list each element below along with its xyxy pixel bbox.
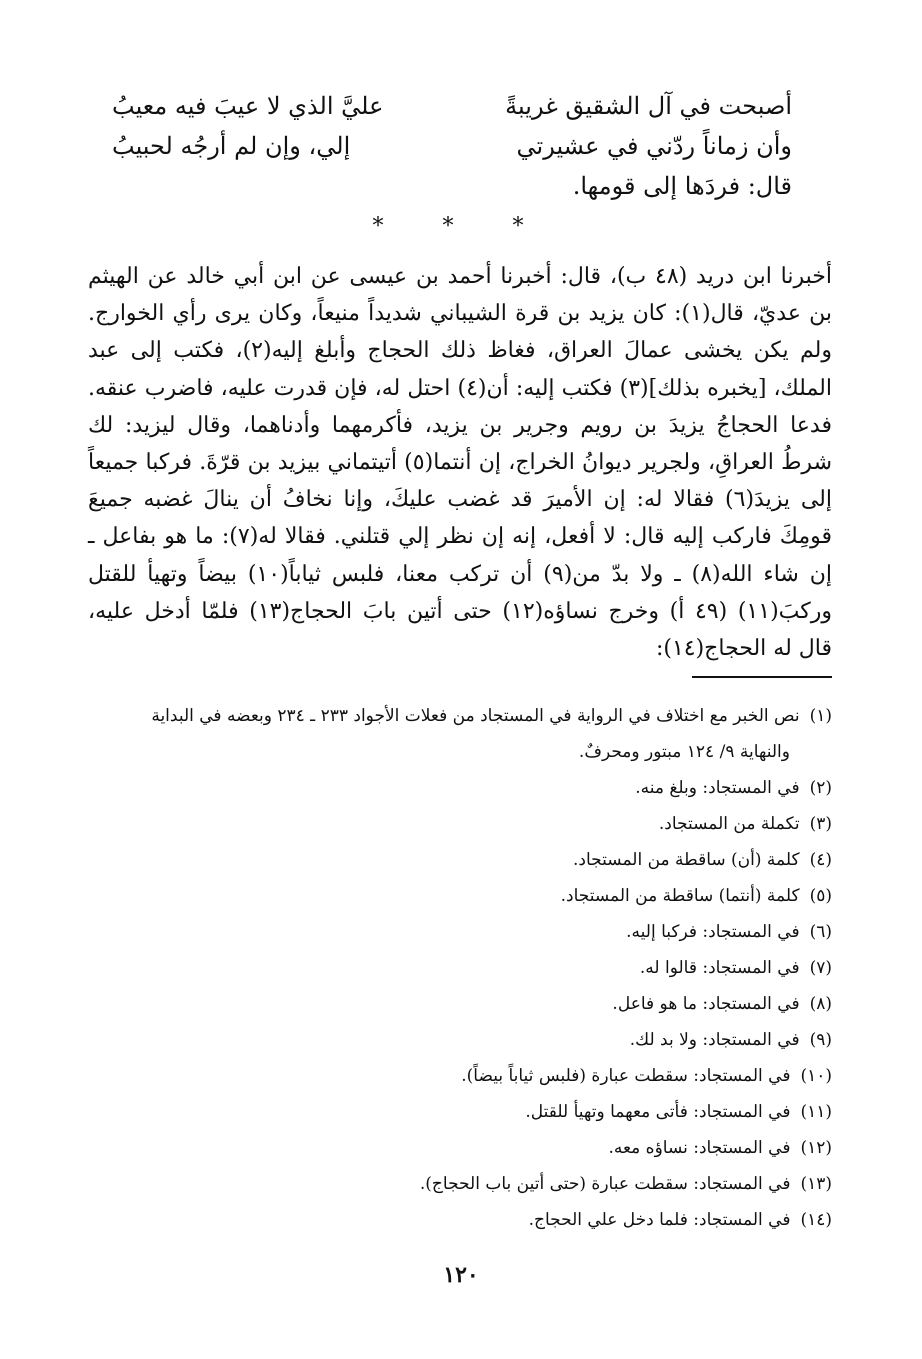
footnote-number: (١٣) bbox=[800, 1174, 832, 1194]
footnote-10 bbox=[88, 1058, 832, 1094]
footnote-2 bbox=[88, 770, 832, 806]
footnote-text: في المستجاد: ما هو فاعل. bbox=[612, 994, 800, 1014]
footnote-text: في المستجاد: وبلغ منه. bbox=[635, 778, 800, 798]
footnote-text: في المستجاد: نساؤه معه. bbox=[608, 1138, 791, 1158]
footnote-number: (٨) bbox=[809, 994, 832, 1014]
footnote-text: في المستجاد: سقطت عبارة (حتى أتين باب الحجاج). bbox=[419, 1174, 791, 1194]
verse-1-first-hemistich: أصبحت في آل الشقيق غريبةً bbox=[505, 92, 792, 120]
footnote-1-continuation: والنهاية ٩/ ١٢٤ مبتور ومحرفٌ. bbox=[578, 742, 790, 762]
verse-1-second-hemistich: عليَّ الذي لا عيبَ فيه معيبُ bbox=[112, 92, 384, 120]
footnote-number: (١٢) bbox=[800, 1138, 832, 1158]
footnote-6 bbox=[88, 914, 832, 950]
footnote-number: (٢) bbox=[809, 778, 832, 798]
main-text bbox=[88, 258, 832, 667]
page-number: ١٢٠ bbox=[443, 1262, 479, 1288]
verse-tail-line: قال: فردَها إلى قومها. bbox=[572, 172, 792, 200]
footnote-number: (١٠) bbox=[800, 1066, 832, 1086]
footnote-text: في المستجاد: فلما دخل علي الحجاج. bbox=[528, 1210, 791, 1230]
footnote-text: في المستجاد: ولا بد لك. bbox=[629, 1030, 800, 1050]
footnote-14 bbox=[88, 1202, 832, 1238]
footnote-number: (٦) bbox=[809, 922, 832, 942]
footnote-number: (٩) bbox=[809, 1030, 832, 1050]
footnote-text: كلمة (أنتما) ساقطة من المستجاد. bbox=[560, 886, 800, 906]
footnote-4 bbox=[88, 842, 832, 878]
footnote-12 bbox=[88, 1130, 832, 1166]
footnote-1 bbox=[88, 698, 832, 734]
footnote-text: في المستجاد: قالوا له. bbox=[639, 958, 800, 978]
poem-verses bbox=[112, 88, 792, 204]
footnote-text: نص الخبر مع اختلاف في الرواية في المستجاد من فعلات الأجواد ٢٣٣ ـ ٢٣٤ وبعضه في البداية bbox=[151, 706, 800, 726]
footnote-number: (٥) bbox=[809, 886, 832, 906]
footnote-number: (١) bbox=[809, 706, 832, 726]
footnote-text: في المستجاد: سقطت عبارة (فلبس ثياباً بيضاً). bbox=[461, 1066, 791, 1086]
verse-2-second-hemistich: إلي، وإن لم أرجُه لحبيبُ bbox=[112, 132, 351, 160]
section-separator: * * * bbox=[372, 214, 550, 239]
footnote-text: تكملة من المستجاد. bbox=[658, 814, 800, 834]
footnote-number: (٣) bbox=[809, 814, 832, 834]
footnote-text: في المستجاد: فأتى معهما وتهيأ للقتل. bbox=[525, 1102, 791, 1122]
footnote-5 bbox=[88, 878, 832, 914]
footnote-divider bbox=[692, 676, 832, 678]
footnote-text: في المستجاد: فركبا إليه. bbox=[626, 922, 800, 942]
footnote-text: كلمة (أن) ساقطة من المستجاد. bbox=[573, 850, 800, 870]
footnote-number: (٤) bbox=[809, 850, 832, 870]
verse-line-1 bbox=[112, 88, 792, 128]
body-paragraph: أخبرنا ابن دريد (٤٨ ب)، قال: أخبرنا أحمد بن عيسى عن ابن أبي خالد عن الهيثم بن عديّ، قال(١): كان يزيد بن قرة الشيباني شديداً منيعاً، وكان يرى رأي الخوارج. ولم يكن يخشى عمالَ العراق، فغاظ ذلك الحجاج وأبلغ إليه(٢)، فكتب إلى عبد الملك، [يخبره بذلك](٣) فكتب إليه: أن(٤) احتل له، فإن قدرت عليه، فاضرب عنقه. فدعا الحجاجُ يزيدَ بن رويم وجرير بن يزيد، فأكرمهما وأدناهما، وقال ليزيد: لك شرطُ العراقِ، ولجرير ديوانُ الخراج، إن أنتما(٥) أتيتماني بيزيد بن قرّةَ. فركبا جميعاً إلى يزيدَ(٦) فقالا له: إن الأميرَ قد غضب عليكَ، وإنا نخافُ أن ينالَ غضبه جميعَ قومِكَ فاركب إليه قال: لا أفعل، إنه إن نظر إلي قتلني. فقالا له(٧): ما هو بفاعل ـ إن شاء الله(٨) ـ ولا بدّ من(٩) أن تركب معنا، فلبس ثياباً(١٠) بيضاً وتهيأ للقتل وركبَ(١١) (٤٩ أ) وخرج نساؤه(١٢) حتى أتين بابَ الحجاج(١٣) فلمّا أدخل عليه، قال له الحجاج(١٤): bbox=[88, 264, 833, 662]
footnote-13 bbox=[88, 1166, 832, 1202]
footnote-3 bbox=[88, 806, 832, 842]
footnote-7 bbox=[88, 950, 832, 986]
footnote-number: (٧) bbox=[809, 958, 832, 978]
footnote-number: (١١) bbox=[800, 1102, 832, 1122]
verse-line-2 bbox=[112, 128, 792, 168]
footnote-9 bbox=[88, 1022, 832, 1058]
footnote-8 bbox=[88, 986, 832, 1022]
footnote-11 bbox=[88, 1094, 832, 1130]
footnotes bbox=[88, 698, 832, 1238]
verse-2-first-hemistich: وأن زماناً ردّني في عشيرتي bbox=[516, 132, 792, 160]
footnote-number: (١٤) bbox=[800, 1210, 832, 1230]
